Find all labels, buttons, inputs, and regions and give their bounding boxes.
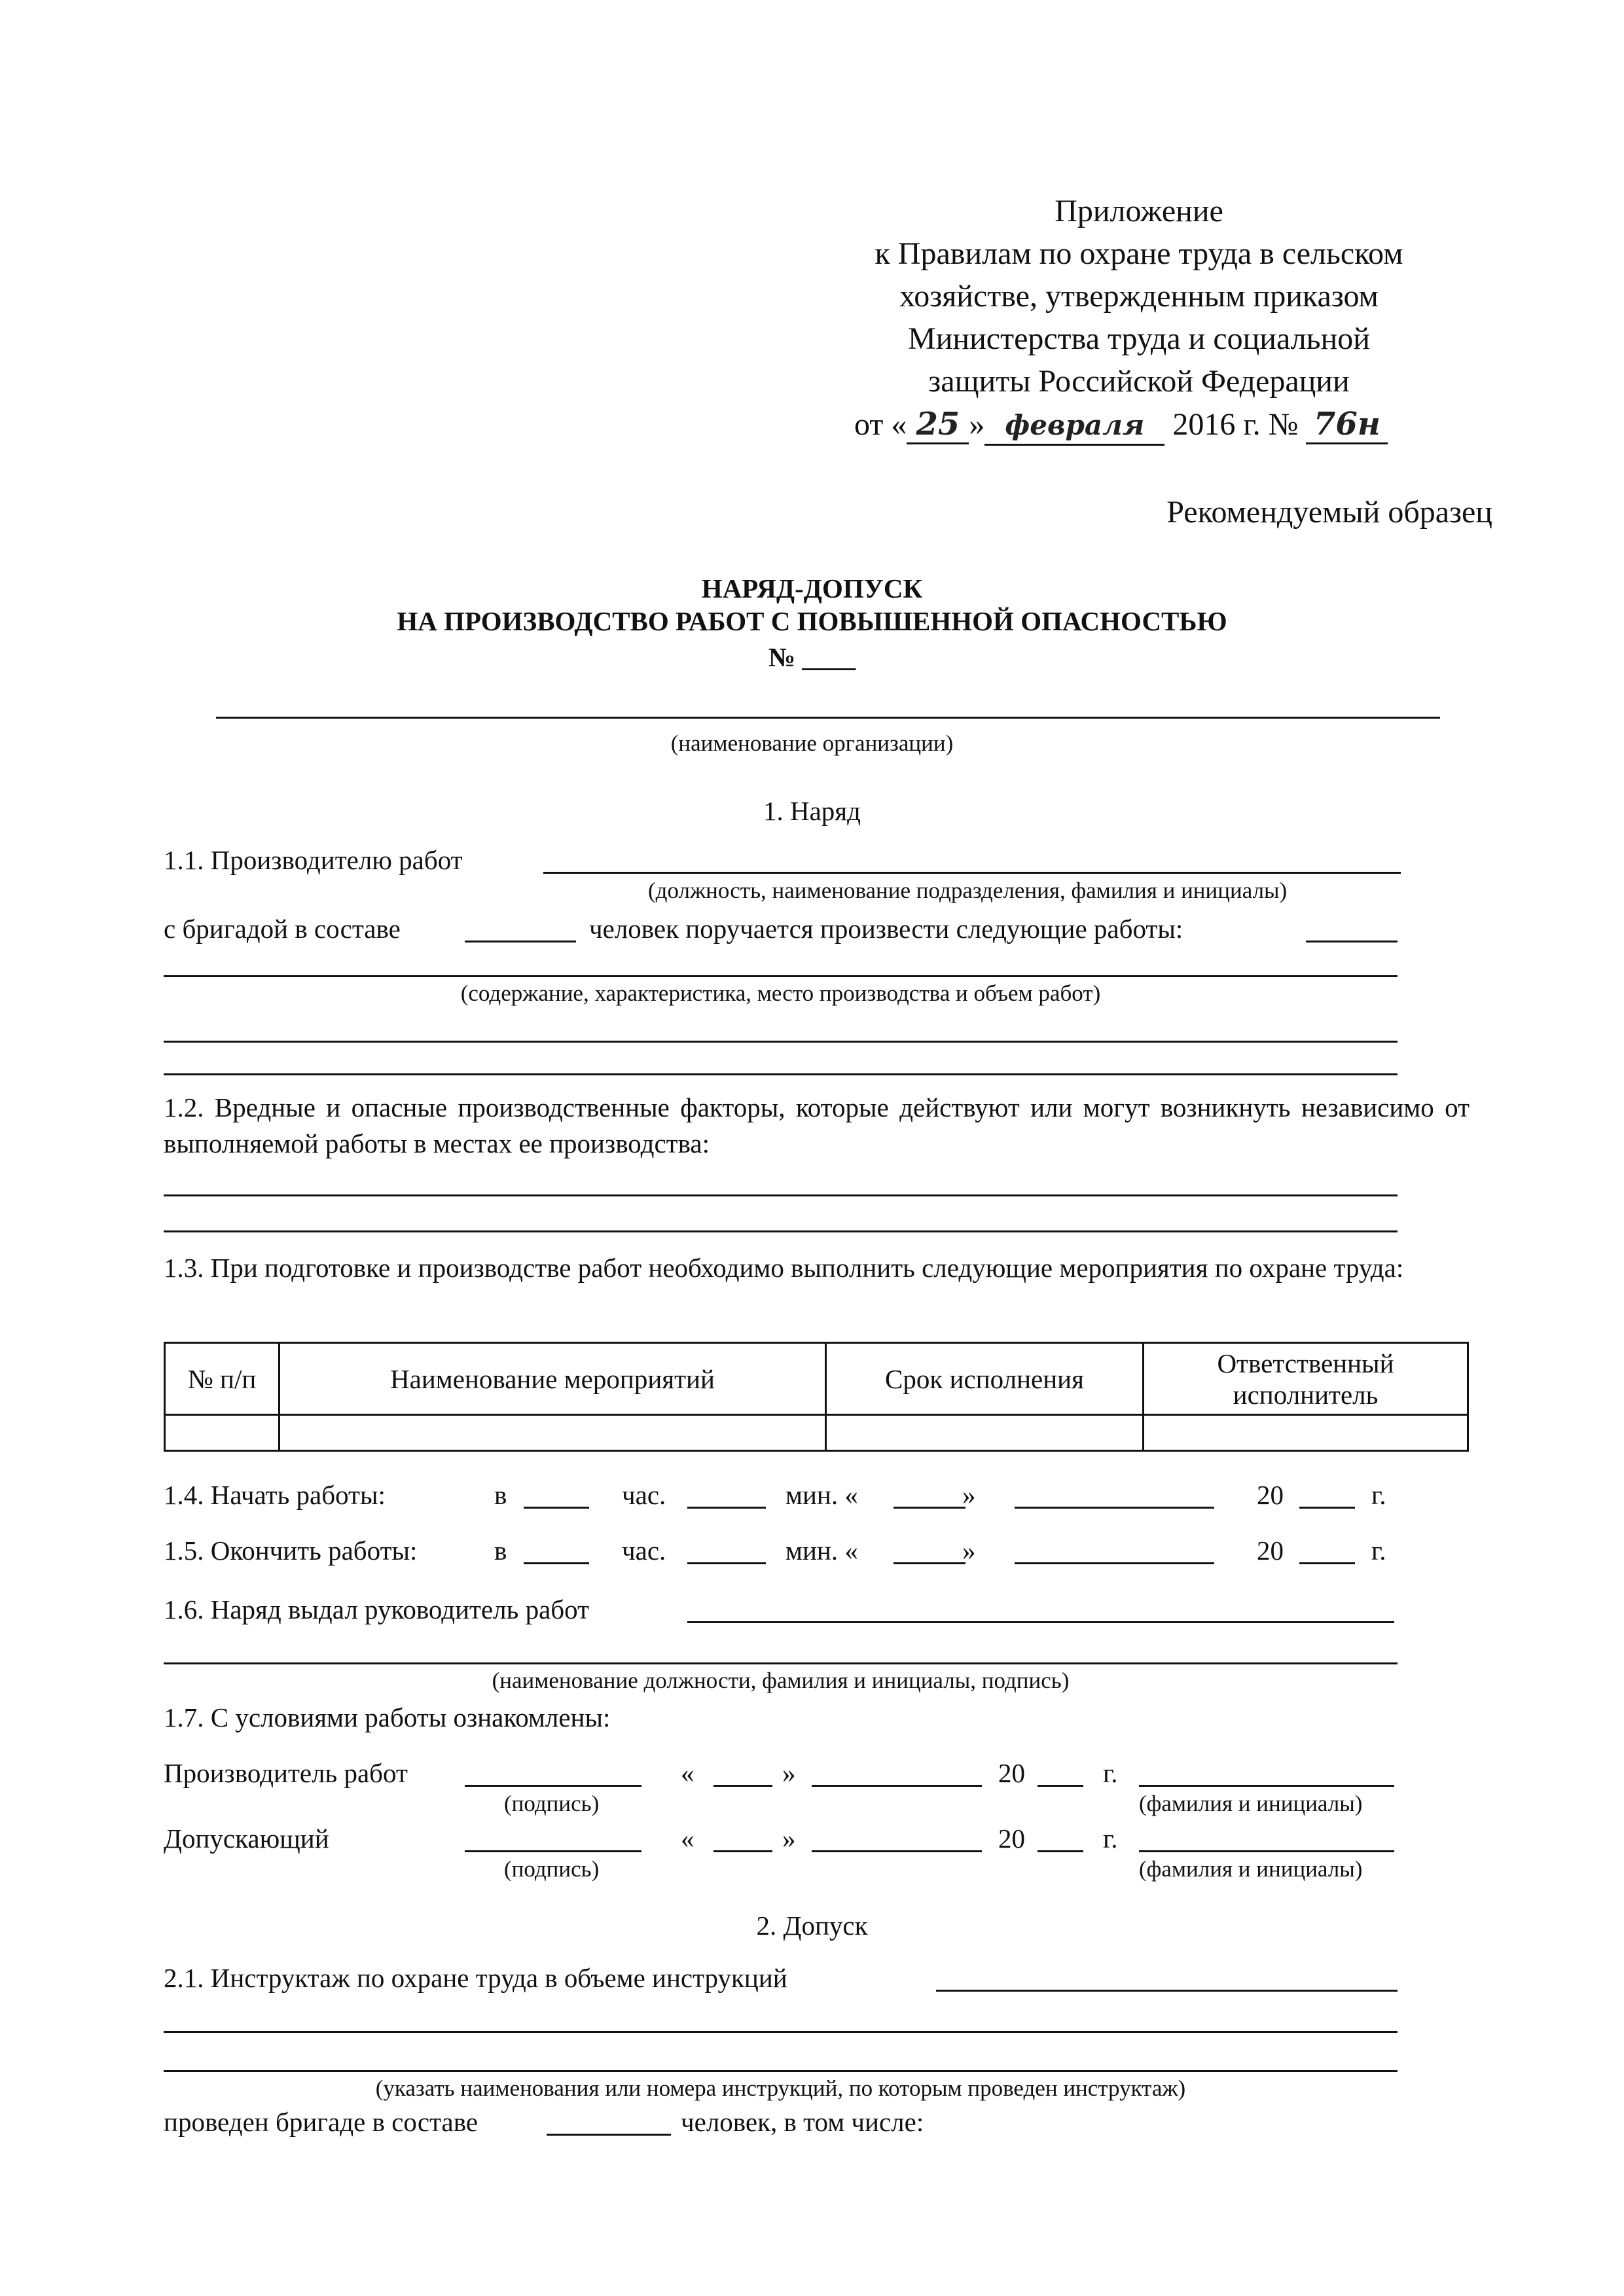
appendix-date (854, 406, 1388, 446)
table-cell[interactable] (165, 1415, 280, 1451)
producer-sign-line[interactable] (465, 1785, 641, 1787)
table-cell[interactable] (280, 1415, 826, 1451)
admitter-label: Допускающий (164, 1823, 329, 1854)
producer-month-line[interactable] (812, 1785, 982, 1787)
date-prefix: от « (854, 407, 907, 442)
table-header-responsible: Ответственный исполнитель (1144, 1343, 1468, 1415)
factors-line-2[interactable] (164, 1230, 1398, 1232)
end-g: г. (1371, 1535, 1386, 1566)
admitter-month-line[interactable] (812, 1850, 982, 1852)
table-header-num: № п/п (165, 1343, 280, 1415)
manager-line-2[interactable] (164, 1662, 1398, 1664)
producer-sign-caption: (подпись) (504, 1791, 600, 1816)
appendix-line-2: к Правилам по охране труда в сельском (875, 236, 1403, 271)
table-cell[interactable] (826, 1415, 1144, 1451)
title-line-2: НА ПРОИЗВОДСТВО РАБОТ С ПОВЫШЕННОЙ ОПАСНОСТЬЮ (397, 606, 1227, 636)
instructions-line-3[interactable] (164, 2070, 1398, 2072)
appendix-line-3: хозяйстве, утвержденным приказом (899, 279, 1379, 314)
appendix-line-4: Министерства труда и социальной (908, 321, 1370, 356)
end-year-label: 20 (1257, 1535, 1284, 1566)
start-hour-line[interactable] (524, 1507, 589, 1509)
table-header-deadline: Срок исполнения (826, 1343, 1144, 1415)
admitter-name-caption: (фамилия и инициалы) (1139, 1856, 1363, 1882)
manager-line-1[interactable] (687, 1621, 1394, 1623)
producer-name-line[interactable] (1139, 1785, 1394, 1787)
end-day-line[interactable] (893, 1562, 965, 1564)
table-header-measure: Наименование мероприятий (280, 1343, 826, 1415)
start-hour-label: час. (622, 1480, 666, 1510)
end-hour-label: час. (622, 1535, 666, 1566)
admitter-year-line[interactable] (1038, 1850, 1083, 1852)
end-quote: » (962, 1535, 976, 1566)
admitter-g: г. (1103, 1823, 1118, 1854)
admitter-day-line[interactable] (713, 1850, 772, 1852)
sample-label: Рекомендуемый образец (1166, 495, 1492, 529)
start-quote: » (962, 1480, 976, 1510)
table-header-row (165, 1343, 1468, 1415)
caption-1-1: (должность, наименование подразделения, фамилия и инициалы) (648, 878, 1288, 903)
date-day: 25 (907, 406, 969, 444)
appendix-line-5: защиты Российской Федерации (928, 364, 1350, 399)
producer-name-caption: (фамилия и инициалы) (1139, 1791, 1363, 1816)
item-1-3: 1.3. При подготовке и производстве работ необходимо выполнить следующие мероприятия по охране труда: (164, 1253, 1404, 1283)
start-label: 1.4. Начать работы: (164, 1480, 386, 1510)
brigade2-end: человек, в том числе: (681, 2107, 924, 2137)
end-min-line[interactable] (687, 1562, 766, 1564)
end-label: 1.5. Окончить работы: (164, 1535, 418, 1566)
measures-table (164, 1342, 1469, 1452)
caption-instructions: (указать наименования или номера инструкций, по которым проведен инструктаж) (375, 2075, 1186, 2101)
producer-year-line[interactable] (1038, 1785, 1083, 1787)
appendix-line-1: Приложение (1055, 194, 1223, 228)
end-month-line[interactable] (1015, 1562, 1214, 1564)
producer-quote-open: « (681, 1758, 695, 1788)
org-name-line[interactable] (216, 717, 1440, 719)
end-year-line[interactable] (1299, 1562, 1355, 1564)
brigade-start: с бригадой в составе (164, 914, 401, 944)
title-number: № ____ (768, 642, 856, 672)
date-year: 2016 г. № (1172, 407, 1299, 442)
start-day-line[interactable] (893, 1507, 965, 1509)
instructions-line-1[interactable] (936, 1990, 1398, 1992)
date-month: февраля (984, 407, 1164, 446)
brigade2-count-line[interactable] (547, 2134, 671, 2136)
start-min-label: мин. « (785, 1480, 858, 1510)
table-cell[interactable] (1144, 1415, 1468, 1451)
work-field-line-3[interactable] (164, 1041, 1398, 1043)
start-in: в (494, 1480, 507, 1510)
admitter-name-line[interactable] (1139, 1850, 1394, 1852)
start-year-line[interactable] (1299, 1507, 1355, 1509)
admitter-year-label: 20 (998, 1823, 1025, 1854)
brigade-end: человек поручается произвести следующие работы: (589, 914, 1183, 944)
caption-1-6: (наименование должности, фамилия и инициалы, подпись) (492, 1668, 1070, 1693)
start-month-line[interactable] (1015, 1507, 1214, 1509)
brigade-count-line[interactable] (465, 941, 576, 942)
brigade2-start: проведен бригаде в составе (164, 2107, 478, 2137)
date-mid: » (969, 407, 985, 442)
producer-year-label: 20 (998, 1758, 1025, 1788)
start-year-label: 20 (1257, 1480, 1284, 1510)
item-1-1: 1.1. Производителю работ (164, 845, 463, 875)
instructions-line-2[interactable] (164, 2031, 1398, 2033)
producer-quote-close: » (782, 1758, 796, 1788)
work-field-line-4[interactable] (164, 1073, 1398, 1075)
end-hour-line[interactable] (524, 1562, 589, 1564)
item-1-7: 1.7. С условиями работы ознакомлены: (164, 1702, 611, 1732)
work-field-line-2[interactable] (164, 975, 1398, 977)
work-field-line-1[interactable] (1306, 941, 1398, 942)
admitter-sign-caption: (подпись) (504, 1856, 600, 1882)
table-row[interactable] (165, 1415, 1468, 1451)
item-1-2: 1.2. Вредные и опасные производственные факторы, которые действуют или могут возникнуть независимо от выполняемой работы в местах ее производства: (164, 1092, 1470, 1158)
producer-field-line[interactable] (543, 872, 1401, 874)
admitter-quote-open: « (681, 1823, 695, 1854)
item-1-6: 1.6. Наряд выдал руководитель работ (164, 1594, 590, 1624)
start-g: г. (1371, 1480, 1386, 1510)
order-number: 76н (1306, 406, 1388, 444)
end-in: в (494, 1535, 507, 1566)
start-min-line[interactable] (687, 1507, 766, 1509)
producer-g: г. (1103, 1758, 1118, 1788)
admitter-quote-close: » (782, 1823, 796, 1854)
end-min-label: мин. « (785, 1535, 858, 1566)
producer-day-line[interactable] (713, 1785, 772, 1787)
section1-heading: 1. Наряд (763, 796, 861, 826)
factors-line-1[interactable] (164, 1194, 1398, 1196)
item-2-1: 2.1. Инструктаж по охране труда в объеме инструкций (164, 1963, 787, 1993)
producer-label: Производитель работ (164, 1758, 408, 1788)
caption-work: (содержание, характеристика, место производства и объем работ) (460, 980, 1101, 1006)
section2-heading: 2. Допуск (756, 1910, 868, 1941)
title-line-1: НАРЯД-ДОПУСК (701, 573, 923, 603)
org-caption: (наименование организации) (670, 730, 954, 756)
admitter-sign-line[interactable] (465, 1850, 641, 1852)
